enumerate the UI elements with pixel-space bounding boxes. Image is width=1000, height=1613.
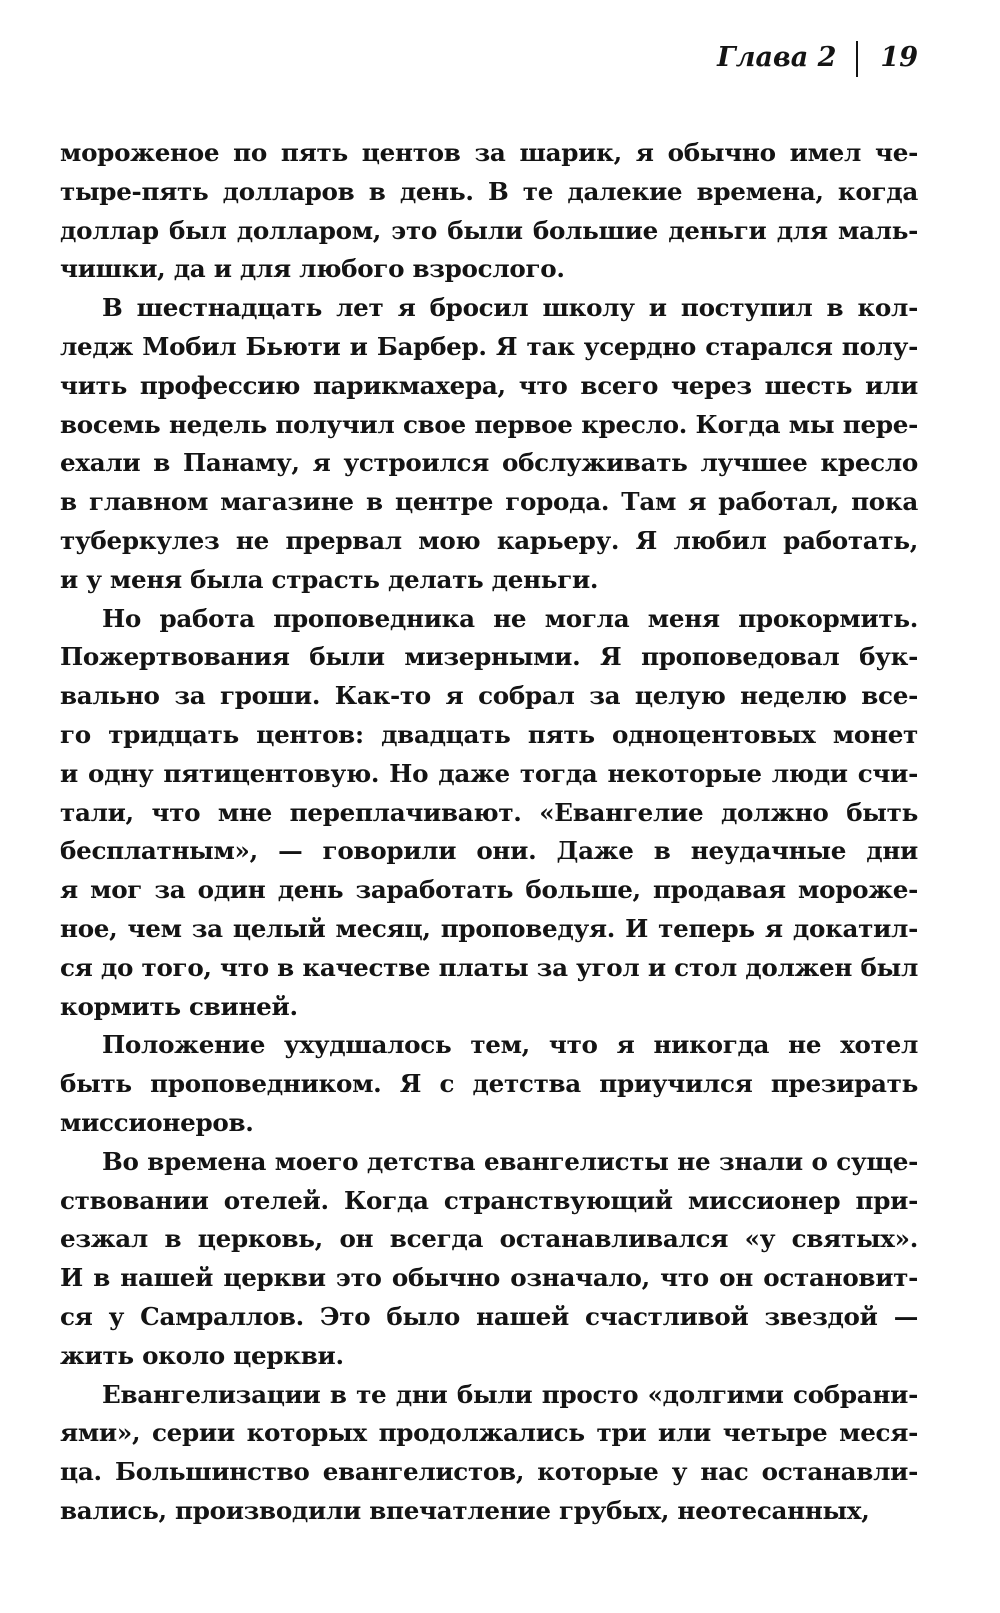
text-line: ствовании отелей. Когда странствующий миссионер при- bbox=[60, 1185, 918, 1215]
text-line: ся до того, что в качестве платы за угол и стол должен был bbox=[60, 952, 918, 982]
text-line: ледж Мобил Бьюти и Барбер. Я так усердно старался полу- bbox=[60, 331, 918, 361]
text-line: Пожертвования были мизерными. Я проповедовал бук- bbox=[60, 642, 918, 672]
text-line: и одну пятицентовую. Но даже тогда некоторые люди счи- bbox=[60, 758, 918, 788]
text-line: восемь недель получил свое первое кресло. Когда мы пере- bbox=[60, 409, 918, 439]
text-line: го тридцать центов: двадцать пять одноцентовых монет bbox=[60, 719, 918, 749]
text-line: ся у Самраллов. Это было нашей счастливой звездой — bbox=[60, 1301, 918, 1331]
text-line: ца. Большинство евангелистов, которые у нас останавли- bbox=[60, 1457, 918, 1487]
text-line: и у меня была страсть делать деньги. bbox=[60, 564, 599, 594]
text-line: доллар был долларом, это были большие деньги для маль- bbox=[60, 215, 918, 245]
text-line: тали, что мне переплачивают. «Евангелие должно быть bbox=[60, 797, 918, 827]
text-line: ное, чем за целый месяц, проповедуя. И теперь я докатил- bbox=[60, 913, 918, 943]
paragraph bbox=[60, 1026, 918, 1142]
text-line: чишки, да и для любого взрослого. bbox=[60, 254, 565, 284]
text-line: в главном магазине в центре города. Там я работал, пока bbox=[60, 487, 918, 517]
running-head bbox=[717, 38, 918, 78]
text-line: чить профессию парикмахера, что всего через шесть или bbox=[60, 370, 918, 400]
text-line: Положение ухудшалось тем, что я никогда не хотел bbox=[102, 1030, 918, 1060]
text-line: быть проповедником. Я с детства приучился презирать bbox=[60, 1069, 918, 1099]
text-line: ехали в Панаму, я устроился обслуживать лучшее кресло bbox=[60, 448, 918, 478]
text-line: Во времена моего детства евангелисты не знали о суще- bbox=[102, 1146, 918, 1176]
text-line: кормить свиней. bbox=[60, 991, 298, 1021]
paragraph bbox=[60, 134, 918, 289]
paragraph bbox=[60, 1143, 918, 1376]
text-line: мороженое по пять центов за шарик, я обычно имел че- bbox=[60, 138, 918, 167]
text-line: бесплатным», — говорили они. Даже в неудачные дни bbox=[60, 836, 918, 866]
text-line: В шестнадцать лет я бросил школу и поступил в кол- bbox=[102, 293, 918, 323]
text-line: вально за гроши. Как-то я собрал за целую неделю все- bbox=[60, 681, 918, 711]
text-line: ями», серии которых продолжались три или четыре меся- bbox=[60, 1418, 918, 1448]
text-line: миссионеров. bbox=[60, 1107, 254, 1137]
text-line: туберкулез не прервал мою карьеру. Я любил работать, bbox=[60, 525, 918, 555]
text-line: тыре-пять долларов в день. В те далекие времена, когда bbox=[60, 176, 918, 206]
text-line: Но работа проповедника не могла меня прокормить. bbox=[102, 603, 918, 633]
header-divider bbox=[856, 41, 858, 77]
body-text bbox=[60, 134, 918, 1531]
text-line: езжал в церковь, он всегда останавливался «у святых». bbox=[60, 1224, 918, 1254]
text-line: Евангелизации в те дни были просто «долгими собрани- bbox=[102, 1379, 918, 1409]
chapter-title: Глава 2 bbox=[717, 42, 837, 73]
paragraph bbox=[60, 1376, 918, 1531]
paragraph bbox=[60, 289, 918, 599]
paragraph bbox=[60, 600, 918, 1027]
page-number: 19 bbox=[880, 42, 918, 73]
text-line: жить около церкви. bbox=[60, 1340, 344, 1370]
text-line: И в нашей церкви это обычно означало, что он остановит- bbox=[60, 1263, 918, 1293]
text-line: вались, производили впечатление грубых, неотесанных, bbox=[60, 1495, 870, 1525]
text-line: я мог за один день заработать больше, продавая мороже- bbox=[60, 875, 918, 905]
